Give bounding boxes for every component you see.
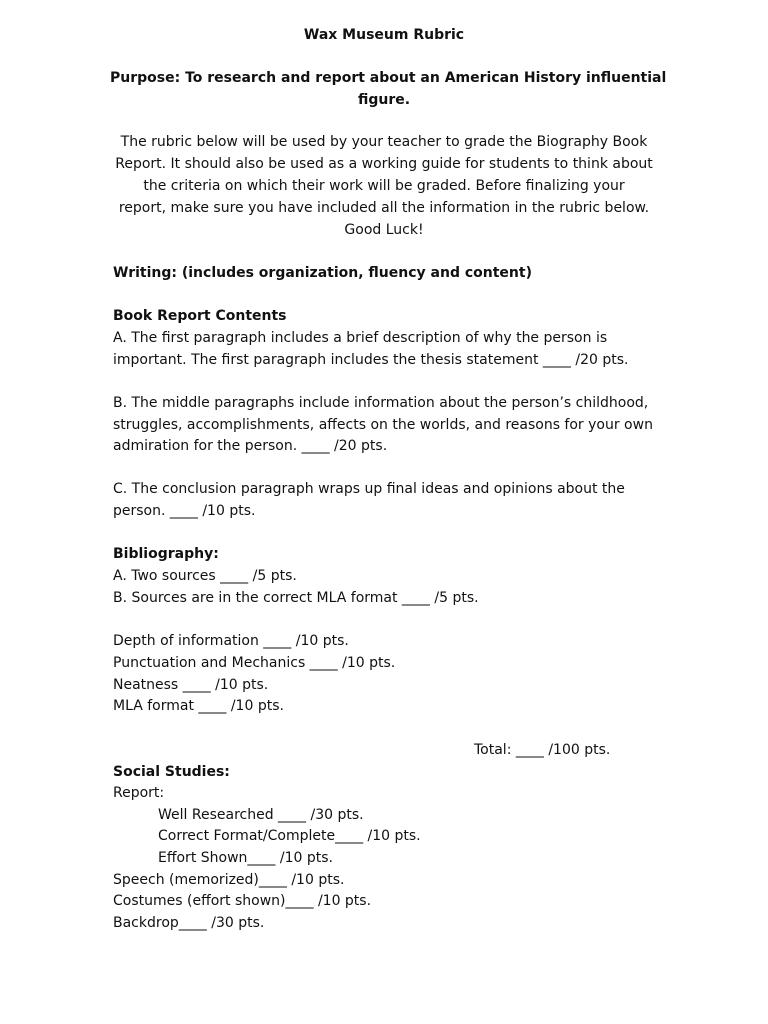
intro-line-3: the criteria on which their work will be graded. Before finalizing your [143,178,625,194]
book-report-item-a-line-1: A. The first paragraph includes a brief description of why the person is [113,330,608,346]
page-title: Wax Museum Rubric [303,27,465,43]
purpose-line-2: figure. [357,92,411,108]
rubric-item-neatness: Neatness ____ /10 pts. [113,677,269,693]
rubric-item-punctuation: Punctuation and Mechanics ____ /10 pts. [113,655,396,671]
rubric-item-mla-format: MLA format ____ /10 pts. [113,698,284,714]
social-item-costumes: Costumes (effort shown)____ /10 pts. [113,893,372,909]
report-item-effort-shown: Effort Shown____ /10 pts. [158,850,333,866]
report-label: Report: [113,785,165,801]
purpose-line-1: Purpose: To research and report about an American History influential [110,70,667,86]
report-item-correct-format: Correct Format/Complete____ /10 pts. [158,828,421,844]
book-report-heading: Book Report Contents [113,308,287,324]
social-item-speech: Speech (memorized)____ /10 pts. [113,872,345,888]
intro-line-1: The rubric below will be used by your teacher to grade the Biography Book [120,134,648,150]
intro-line-5: Good Luck! [344,222,424,238]
social-studies-heading: Social Studies: [113,764,230,780]
book-report-item-b-line-3: admiration for the person. ____ /20 pts. [113,438,388,454]
report-item-well-researched: Well Researched ____ /30 pts. [158,807,364,823]
intro-line-2: Report. It should also be used as a working guide for students to think about [115,156,653,172]
book-report-item-b-line-1: B. The middle paragraphs include information about the person’s childhood, [113,395,649,411]
social-item-backdrop: Backdrop____ /30 pts. [113,915,265,931]
bibliography-item: B. Sources are in the correct MLA format ____ /5 pts. [113,590,479,606]
total-line: Total: ____ /100 pts. [474,742,611,758]
book-report-item-a-line-2: important. The first paragraph includes the thesis statement ____ /20 pts. [113,352,629,368]
writing-heading: Writing: (includes organization, fluency and content) [113,265,532,281]
book-report-item-b-line-2: struggles, accomplishments, affects on the worlds, and reasons for your own [113,417,653,433]
intro-line-4: report, make sure you have included all the information in the rubric below. [118,200,650,216]
book-report-item-c-line-1: C. The conclusion paragraph wraps up final ideas and opinions about the [113,481,625,497]
bibliography-heading: Bibliography: [113,546,219,562]
book-report-item-c-line-2: person. ____ /10 pts. [113,503,256,519]
rubric-item-depth: Depth of information ____ /10 pts. [113,633,349,649]
bibliography-item: A. Two sources ____ /5 pts. [113,568,297,584]
